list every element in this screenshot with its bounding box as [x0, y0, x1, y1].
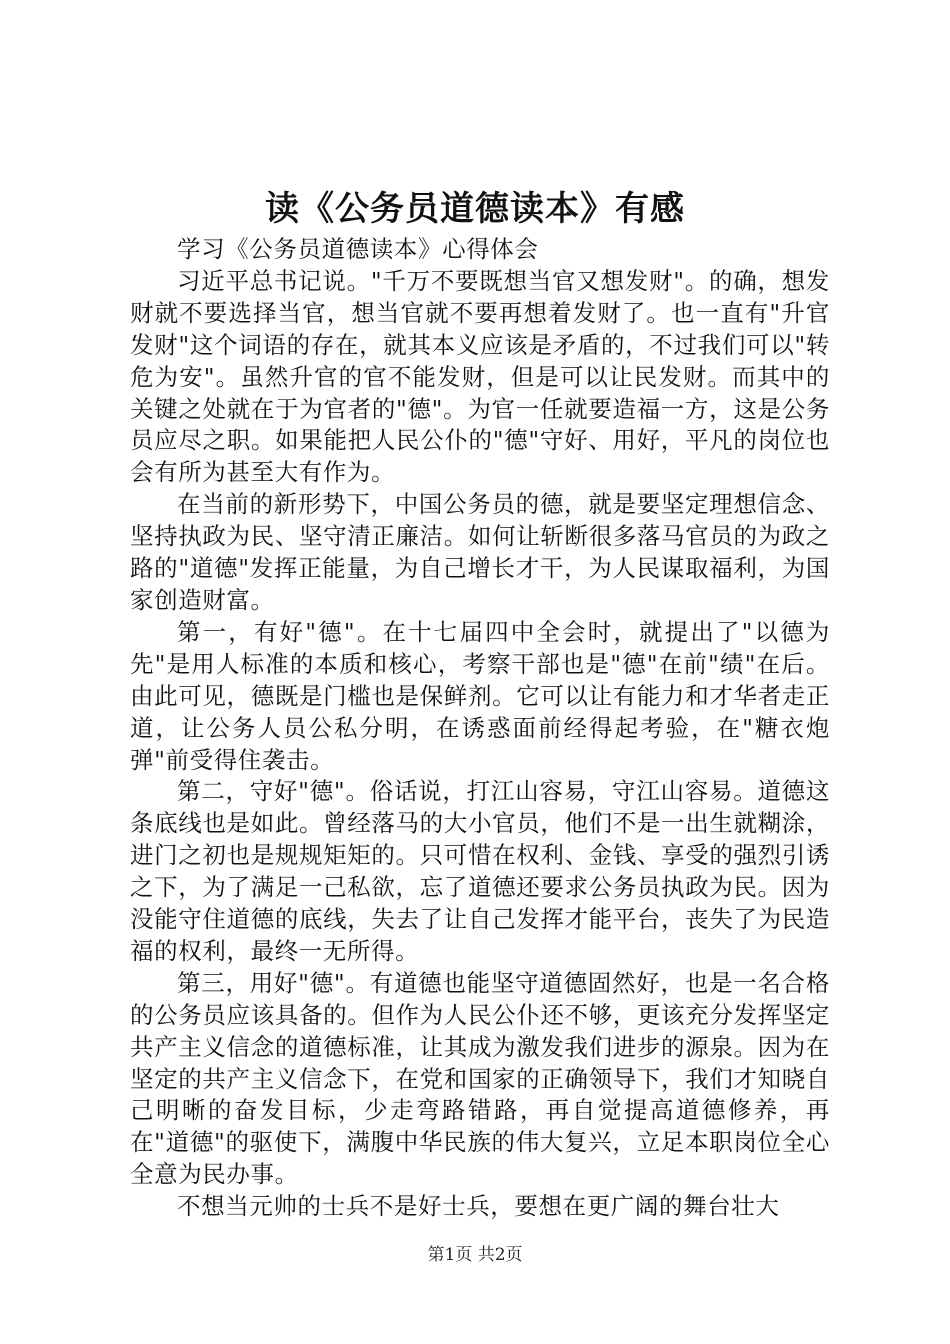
paragraph-4: 第二，守好"德"。俗话说，打江山容易，守江山容易。道德这条底线也是如此。曾经落马的大小官员，他们不是一出生就糊涂，进门之初也是规规矩矩的。只可惜在权利、金钱、享受的强烈引诱之下，为了满足一己私欲，忘了道德还要求公务员执政为民。因为没能守住道德的底线，失去了让自己发挥才能平台，丧失了为民造福的权利，最终一无所得。	[130, 777, 830, 965]
document-title: 读《公务员道德读本》有感	[265, 189, 685, 229]
paragraph-2: 在当前的新形势下，中国公务员的德，就是要坚定理想信念、坚持执政为民、坚守清正廉洁。如何让斩断很多落马官员的为政之路的"道德"发挥正能量，为自己增长才干，为人民谋取福利，为国家创造财富。	[130, 490, 830, 614]
paragraph-5: 第三，用好"德"。有道德也能坚守道德固然好，也是一名合格的公务员应该具备的。但作为人民公仆还不够，更该充分发挥坚定共产主义信念的道德标准，让其成为激发我们进步的源泉。因为在坚定的共产主义信念下，在党和国家的正确领导下，我们才知晓自己明晰的奋发目标，少走弯路错路，再自觉提高道德修养，再在"道德"的驱使下，满腹中华民族的伟大复兴，立足本职岗位全心全意为民办事。	[130, 968, 830, 1189]
paragraph-1: 习近平总书记说。"千万不要既想当官又想发财"。的确，想发财就不要选择当官，想当官就不要再想着发财了。也一直有"升官发财"这个词语的存在，就其本义应该是矛盾的，不过我们可以"转危为安"。虽然升官的官不能发财，但是可以让民发财。而其中的关键之处就在于为官者的"德"。为官一任就要造福一方，这是公务员应尽之职。如果能把人民公仆的"德"守好、用好，平凡的岗位也会有所为甚至大有作为。	[130, 266, 830, 487]
page-number-footer: 第1页 共2页	[427, 1245, 523, 1265]
document-subtitle: 学习《公务员道德读本》心得体会	[177, 235, 539, 263]
paragraph-3: 第一，有好"德"。在十七届四中全会时，就提出了"以德为先"是用人标准的本质和核心，考察干部也是"德"在前"绩"在后。由此可见，德既是门槛也是保鲜剂。它可以让有能力和才华者走正道，让公务人员公私分明，在诱惑面前经得起考验，在"糖衣炮弹"前受得住袭击。	[130, 617, 830, 774]
paragraph-6: 不想当元帅的士兵不是好士兵，要想在更广阔的舞台壮大	[177, 1192, 780, 1221]
document-body	[130, 234, 830, 1223]
